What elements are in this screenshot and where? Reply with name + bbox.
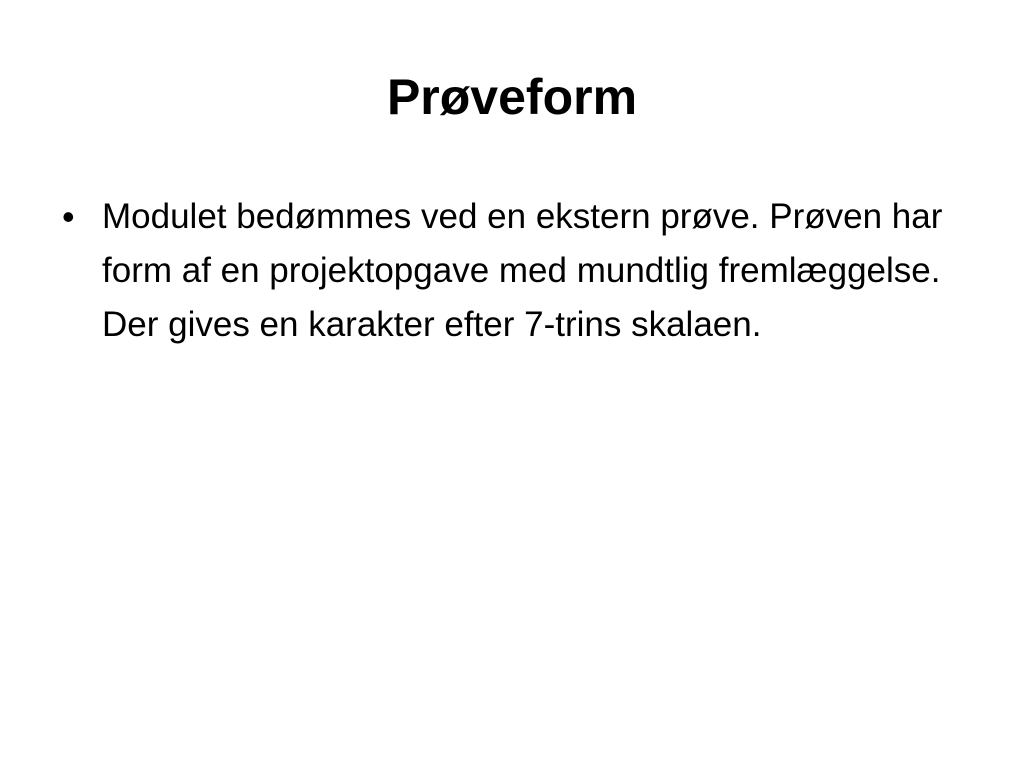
list-item bbox=[60, 190, 960, 352]
bullet-text: Modulet bedømmes ved en ekstern prøve. Prøven har form af en projektopgave med mundtlig fremlæggelse. Der gives en karakter efter 7-trins skalaen. bbox=[102, 197, 943, 344]
slide-title: Prøveform bbox=[386, 69, 638, 125]
bullet-marker: • bbox=[62, 196, 75, 237]
bullet-list bbox=[60, 190, 960, 352]
